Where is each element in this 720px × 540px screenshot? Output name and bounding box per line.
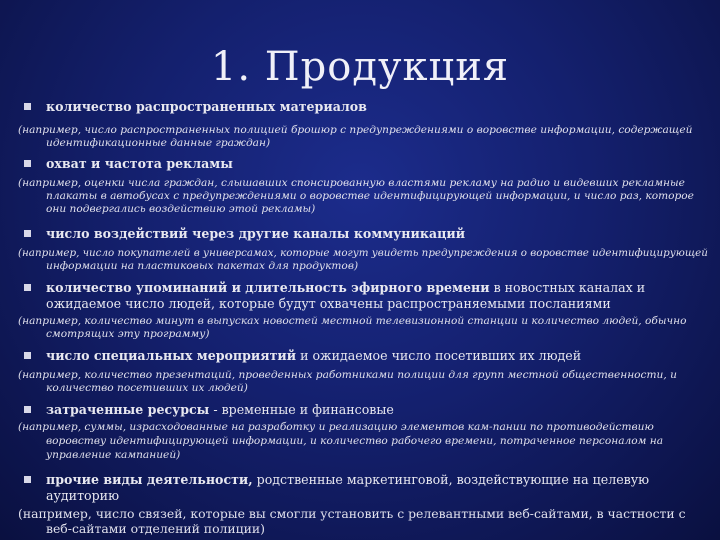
item-note: (например, оценки числа граждан, слышавших спонсированную властями рекламу на радио и видевших рекламные <box>18 177 685 189</box>
item-note: (например, количество презентаций, проведенных работниками полиции для групп местной общественности, и <box>18 369 677 381</box>
item-heading: количество упоминаний и длительность эфирного времени в новостных каналах и <box>46 280 646 295</box>
item-note: (например, число связей, которые вы смогли установить с релевантными веб-сайтами, в частности с <box>18 506 686 521</box>
item-note: они подвергались воздействию этой рекламы) <box>46 203 316 215</box>
item-note: (например, число распространенных полицией брошюр с предупреждениями о воровстве информации, содержащей <box>18 124 693 136</box>
item-heading: затраченные ресурсы - временные и финансовые <box>46 402 394 417</box>
item-note: смотрящих эту программу) <box>46 328 210 340</box>
bullet-icon <box>24 284 31 291</box>
slide-title: 1. Продукция <box>210 44 510 90</box>
item-note: идентификационные данные граждан) <box>46 137 271 149</box>
item-heading-cont: ожидаемое число людей, которые будут охвачены распространяемыми посланиями <box>46 296 611 311</box>
bullet-icon <box>24 352 31 359</box>
bullet-icon <box>24 476 31 483</box>
bullet-icon <box>24 406 31 413</box>
item-heading: прочие виды деятельности, родственные маркетинговой, воздействующие на целевую <box>46 472 650 487</box>
item-heading: охват и частота рекламы <box>46 156 233 171</box>
item-note: воровству идентифицирующей информации, и количество рабочего времени, потраченное персоналом на <box>46 435 664 447</box>
item-note: информации на пластиковых пакетах для продуктов) <box>46 260 359 272</box>
item-heading-cont: аудиторию <box>46 488 120 503</box>
bullet-icon <box>24 160 31 167</box>
item-note: (например, количество минут в выпусках новостей местной телевизионной станции и количество людей, обычно <box>18 315 687 327</box>
item-note: веб-сайтами отделений полиции) <box>46 521 265 536</box>
item-heading: количество распространенных материалов <box>46 99 367 114</box>
bullet-icon <box>24 103 31 110</box>
item-note: (например, суммы, израсходованные на разработку и реализацию элементов кам-пании по противодействию <box>18 421 654 433</box>
bullet-icon <box>24 230 31 237</box>
item-heading: число специальных мероприятий и ожидаемое число посетивших их людей <box>46 348 582 363</box>
item-note: количество посетивших их людей) <box>46 382 248 394</box>
item-note: плакаты в автобусах с предупреждениями о воровстве идентифицирующей информации, и число раз, которое <box>46 190 694 202</box>
item-note: (например, число покупателей в универсамах, которые могут увидеть предупреждения о воровстве идентифицирующей <box>18 247 708 259</box>
item-note: управление кампанией) <box>46 449 181 461</box>
item-heading: число воздействий через другие каналы коммуникаций <box>46 226 466 241</box>
